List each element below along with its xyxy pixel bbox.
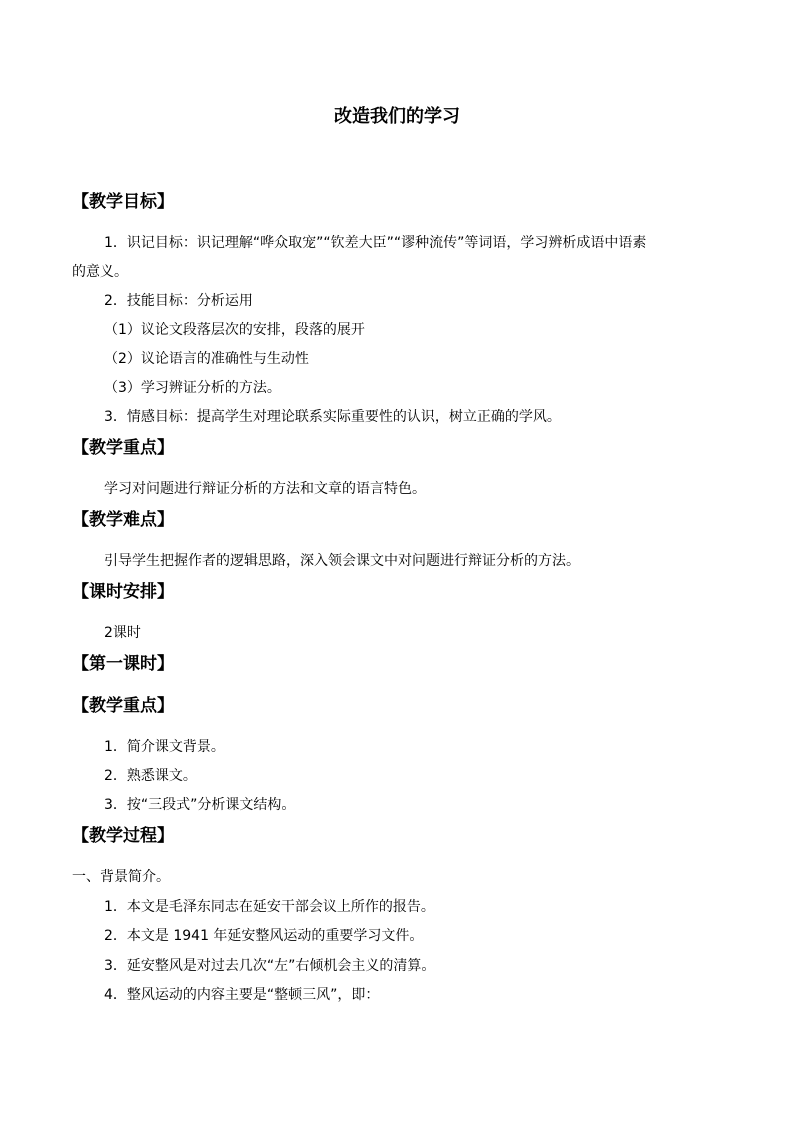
process-item-3: 3．延安整风是对过去几次“左”右倾机会主义的清算。: [104, 958, 436, 974]
goals-heading: 【教学目标】: [72, 192, 174, 212]
process-heading: 【教学过程】: [72, 826, 174, 846]
key-points-heading: 【教学重点】: [72, 438, 174, 458]
difficulty-text: 引导学生把握作者的逻辑思路，深入领会课文中对问题进行辩证分析的方法。: [104, 553, 580, 569]
difficulty-heading: 【教学难点】: [72, 510, 174, 530]
goal-2-item-3: （3）学习辨证分析的方法。: [104, 380, 281, 396]
lesson-1-key-1: 1．简介课文背景。: [104, 739, 225, 755]
goal-2-item-2: （2）议论语言的准确性与生动性: [104, 351, 309, 367]
goal-1-line-2: 的意义。: [72, 264, 128, 280]
process-background: 一、背景简介。: [72, 869, 170, 885]
goal-1-line-1: 1．识记目标：识记理解“哗众取宠”“钦差大臣”“谬种流传”等词语，学习辨析成语中语素: [104, 235, 647, 251]
lesson-1-key-3: 3．按“三段式”分析课文结构。: [104, 797, 296, 813]
process-item-2: 2．本文是 1941 年延安整风运动的重要学习文件。: [104, 928, 424, 944]
goal-2: 2．技能目标：分析运用: [104, 293, 253, 309]
schedule-heading: 【课时安排】: [72, 582, 174, 602]
page-title: 改造我们的学习: [334, 106, 460, 127]
key-points-text: 学习对问题进行辩证分析的方法和文章的语言特色。: [104, 481, 426, 497]
lesson-1-key-2: 2．熟悉课文。: [104, 768, 197, 784]
lesson-1-key-heading: 【教学重点】: [72, 696, 174, 716]
goal-3: 3．情感目标：提高学生对理论联系实际重要性的认识，树立正确的学风。: [104, 409, 561, 425]
goal-2-item-1: （1）议论文段落层次的安排，段落的展开: [104, 322, 365, 338]
process-item-4: 4．整风运动的内容主要是“整顿三风”，即：: [104, 987, 380, 1003]
process-item-1: 1．本文是毛泽东同志在延安干部会议上所作的报告。: [104, 899, 435, 915]
lesson-1-heading: 【第一课时】: [72, 654, 174, 674]
schedule-text: 2课时: [104, 625, 141, 641]
